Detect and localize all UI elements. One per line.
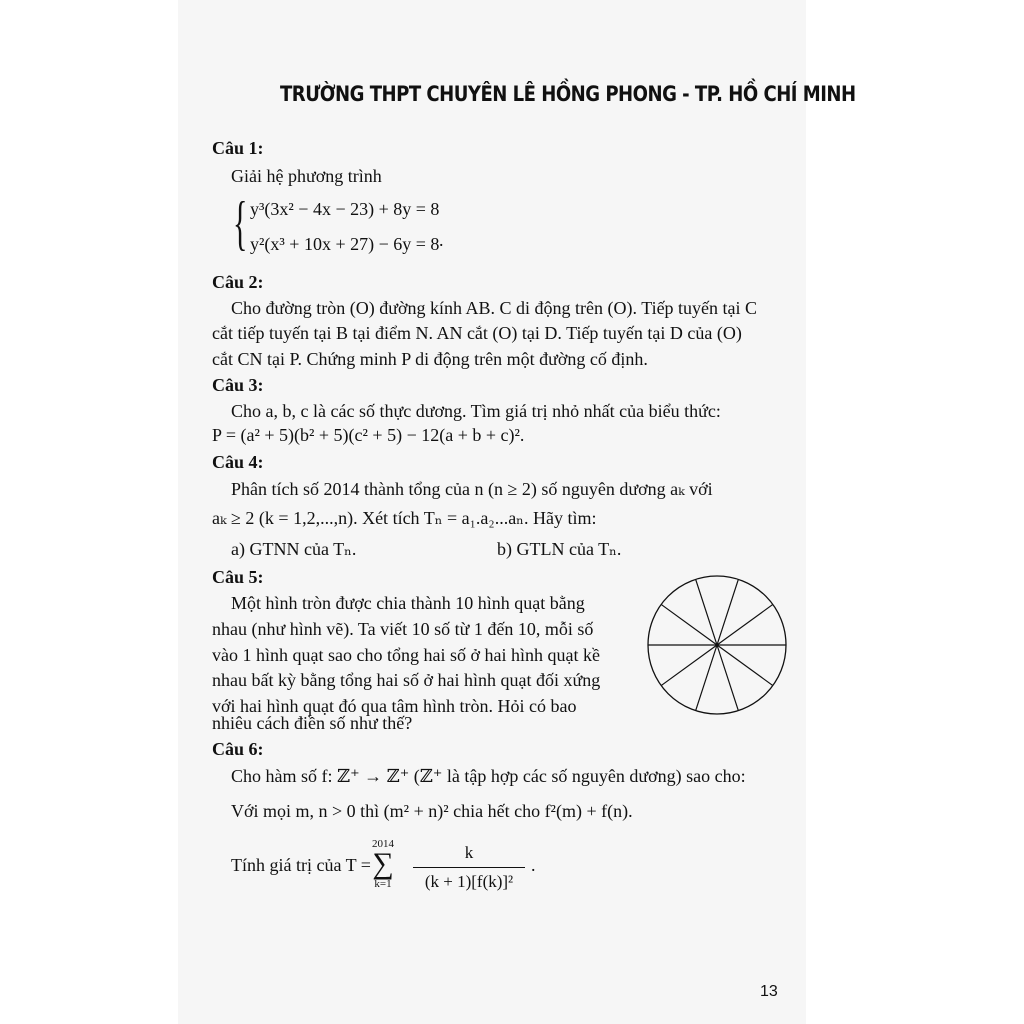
question-3-label: Câu 3: (212, 375, 264, 395)
equation-1: y³(3x² − 4x − 23) + 8y = 8 (250, 199, 440, 219)
left-margin (0, 0, 178, 1024)
sector-divider (717, 645, 773, 686)
question-5-label: Câu 5: (212, 567, 264, 587)
question-6-line: Cho hàm số f: ℤ⁺ → ℤ⁺ (ℤ⁺ là tập hợp các số nguyên dương) sao cho: (231, 766, 746, 786)
question-5-line: nhau bất kỳ bằng tổng hai số ở hai hình quạt đối xứng (212, 670, 601, 690)
fraction-bar (413, 867, 525, 868)
question-4-line: Phân tích số 2014 thành tổng của n (n ≥ 2) số nguyên dương aₖ với (231, 479, 713, 499)
sector-divider (717, 579, 738, 645)
question-4-line: aₖ ≥ 2 (k = 1,2,...,n). Xét tích Tₙ = a₁.a₂...aₙ. Hãy tìm: (212, 508, 597, 528)
equation-2: y²(x³ + 10x + 27) − 6y = 8 (250, 234, 440, 254)
fraction-denominator: (k + 1)[f(k)]² (424, 872, 514, 891)
question-6-line: Với mọi m, n > 0 thì (m² + n)² chia hết cho f²(m) + f(n). (231, 801, 633, 821)
page-title: TRƯỜNG THPT CHUYÊN LÊ HỒNG PHONG - TP. HỒ CHÍ MINH (280, 82, 856, 106)
question-5-line: Một hình tròn được chia thành 10 hình quạt bằng (231, 593, 585, 613)
question-4-part-b: b) GTLN của Tₙ. (497, 539, 622, 559)
fraction-numerator: k (464, 843, 474, 862)
right-margin (806, 0, 1024, 1024)
fraction (413, 843, 525, 892)
sum-symbol: ∑ (372, 847, 394, 880)
question-3-formula: P = (a² + 5)(b² + 5)(c² + 5) − 12(a + b + c)². (212, 425, 525, 445)
sum-upper-limit: 2014 (372, 838, 394, 850)
question-2-line: cắt tiếp tuyến tại B tại điểm N. AN cắt (O) tại D. Tiếp tuyến tại D của (O) (212, 323, 742, 343)
question-2-label: Câu 2: (212, 272, 264, 292)
sector-divider (717, 604, 773, 645)
summation (368, 838, 398, 890)
question-3-line: Cho a, b, c là các số thực dương. Tìm giá trị nhỏ nhất của biểu thức: (231, 401, 721, 421)
page-number: 13 (760, 983, 778, 1000)
sector-divider (696, 579, 717, 645)
sum-lower-limit: k=1 (374, 878, 392, 890)
question-5-line: nhiêu cách điền số như thế? (212, 713, 413, 733)
circle-sectors-figure (642, 570, 792, 720)
sector-divider (661, 604, 717, 645)
sector-divider (661, 645, 717, 686)
sector-divider (696, 645, 717, 711)
system-brace: { (233, 190, 248, 256)
question-2-line: Cho đường tròn (O) đường kính AB. C di động trên (O). Tiếp tuyến tại C (231, 298, 758, 318)
question-5-line: nhau (như hình vẽ). Ta viết 10 số từ 1 đến 10, mỗi số (212, 619, 594, 639)
question-2-line: cắt CN tại P. Chứng minh P di động trên một đường cố định. (212, 349, 648, 369)
question-4-part-a: a) GTNN của Tₙ. (231, 539, 357, 559)
equation-end: . (439, 230, 444, 250)
sum-end: . (531, 855, 536, 875)
question-1-label: Câu 1: (212, 138, 264, 158)
question-6-sum-prefix: Tính giá trị của T = (231, 855, 371, 875)
question-5-line: với hai hình quạt đó qua tâm hình tròn. Hỏi có bao (212, 696, 577, 716)
question-6-label: Câu 6: (212, 739, 264, 759)
question-1-text: Giải hệ phương trình (231, 166, 382, 186)
sector-divider (717, 645, 738, 711)
question-5-line: vào 1 hình quạt sao cho tổng hai số ở hai hình quạt kề (212, 645, 600, 665)
question-4-label: Câu 4: (212, 452, 264, 472)
